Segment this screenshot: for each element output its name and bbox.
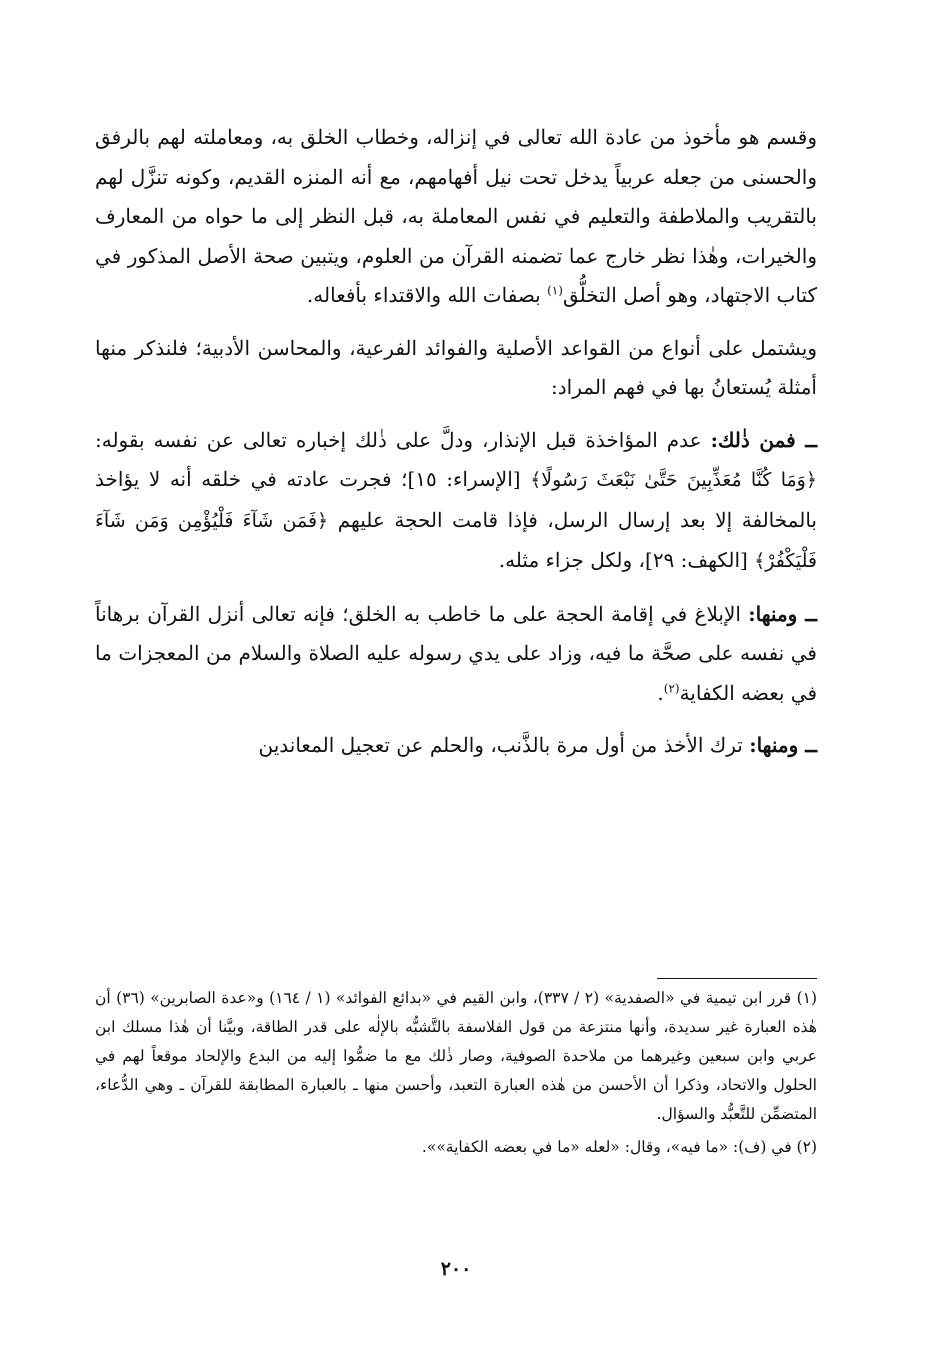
paragraph-5-lead: ــ ومنها: (749, 733, 817, 757)
paragraph-4 (95, 595, 817, 714)
paragraph-1 (95, 118, 817, 316)
paragraph-3-lead: ــ فمن ذٰلك: (710, 427, 817, 452)
paragraph-3 (95, 421, 817, 582)
footnotes (95, 984, 817, 1162)
footnote-separator (657, 978, 817, 979)
quran-verse-kahf: ﴿فَمَن شَآءَ فَلْيُؤْمِن وَمَن شَآءَ فَلْيَكْفُرْ﴾ (95, 509, 817, 572)
footnote-marker-2: (٢) (663, 680, 680, 695)
paragraph-2-text: ويشتمل على أنواع من القواعد الأصلية والفوائد الفرعية، والمحاسن الأدبية؛ فلنذكر منها أمثلة يُستعانُ بها في فهم المراد: (95, 335, 817, 399)
paragraph-1-end: بصفات الله والاقتداء بأفعاله. (306, 283, 548, 307)
paragraph-2 (95, 329, 817, 408)
footnote-1: (١) قرر ابن تيمية في «الصفدية» (٢ / ٣٣٧)، وابن القيم في «بدائع الفوائد» (١ / ١٦٤) و«عدة الصابرين» (٣٦) أن هٰذه العبارة غير سديدة، وأنها منتزعة من قول الفلاسفة بالتَّشبُّه بالإلٰه على قدر الطاقة، وبيَّنا أن هٰذا مسلك ابن عربي وابن سبعين وغيرهما من ملاحدة الصوفية، وصار ذٰلك مع ما ضمُّوا إليه من البدع والإلحاد موقعاً لهم في الحلول والاتحاد، وذكرا أن الأحسن من هٰذه العبارة التعبد، وأحسن منها ـ بالعبارة المطابقة للقرآن ـ وهي الدُّعاء، المتضمِّن للتَّعبُّد والسؤال. (95, 989, 818, 1123)
paragraph-3-text-a: عدم المؤاخذة قبل الإنذار، ودلَّ على ذٰلك إخباره تعالى عن نفسه بقوله: (95, 427, 711, 452)
quran-verse-isra: ﴿وَمَا كُنَّا مُعَذِّبِينَ حَتَّىٰ نَبْعَثَ رَسُولًا﴾ (530, 469, 817, 491)
footnote-2: (٢) في (ف): «ما فيه»، وقال: «لعله «ما في بعضه الكفاية»». (421, 1138, 817, 1156)
page-number: ٢٠٠ (440, 1258, 472, 1280)
paragraph-5-text: ترك الأخذ من أول مرة بالذَّنب، والحلم عن تعجيل المعاندين (258, 733, 750, 757)
main-text (95, 118, 817, 766)
paragraph-5 (95, 726, 817, 766)
paragraph-3-text-b: [الإسراء: ١٥]؛ فجرت عادته في خلقه أنه لا يؤاخذ بالمخالفة إلا بعد إرسال الرسل، فإذا قامت الحجة عليهم (95, 467, 817, 532)
footnote-marker-1: (١) (547, 283, 563, 298)
paragraph-4-end: . (657, 680, 664, 705)
book-page (95, 118, 818, 1280)
paragraph-3-text-c: [الكهف: ٢٩]، ولكل جزاء مثله. (498, 548, 755, 572)
paragraph-1-text: وقسم هو مأخوذ من عادة الله تعالى في إنزاله، وخطاب الخلق به، ومعاملته لهم بالرفق والحسنى من جعله عربياً يدخل تحت نيل أفهامهم، مع أنه المنزه القديم، وكونه تنزَّل لهم بالتقريب والملاطفة والتعليم في نفس المعاملة به، قبل النظر إلى ما حواه من المعارف والخيرات، وهٰذا نظر خارج عما تضمنه القرآن من العلوم، ويتبين صحة الأصل المذكور في كتاب الاجتهاد، وهو أصل التخلُّق (95, 125, 817, 307)
paragraph-4-lead: ــ ومنها: (748, 601, 817, 626)
paragraph-4-text: الإبلاغ في إقامة الحجة على ما خاطب به الخلق؛ فإنه تعالى أنزل القرآن برهاناً في نفسه على صحَّة ما فيه، وزاد على يدي رسوله عليه الصلاة والسلام من المعجزات ما في بعضه الكفاية (95, 601, 817, 705)
